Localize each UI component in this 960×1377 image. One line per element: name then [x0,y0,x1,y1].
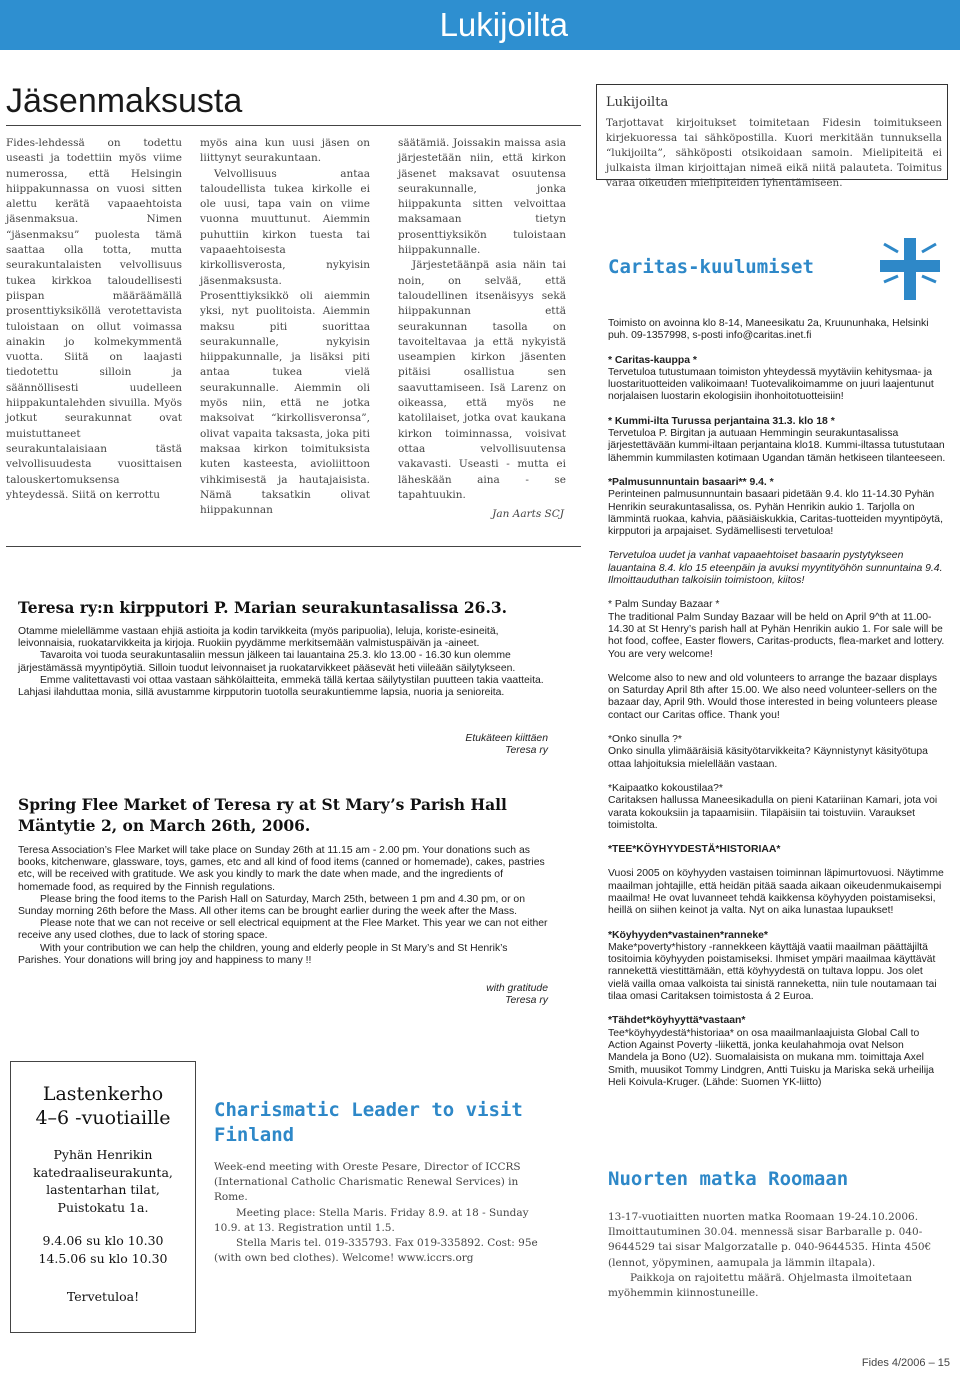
signature-line: Teresa ry [505,745,548,756]
caritas-item [608,477,946,538]
signature-line: with gratitude [486,983,548,994]
caritas-item [608,355,946,404]
caritas-item [608,844,946,856]
charismatic-paragraph: Week-end meeting with Oreste Pesare, Director of ICCRS (International Catholic Charismatic Renewal Services) in Rome. [214,1161,521,1204]
caritas-item [608,1015,946,1089]
caritas-item [608,734,946,771]
flee-fi-paragraph: Otamme mielellämme vastaan ehjiä astioita ja kodin tarvikkeita (myös paripuolia), leluja, koriste-esineitä, leivonnaisia, ruokatarvikkeita ja kirjoja. Ruokiin pyydämme merkitsemään valmistuspäivän ja -aineet. [18,626,499,650]
charismatic-title-line: Charismatic Leader to visit [214,1099,523,1121]
caritas-item [608,783,946,832]
readers-box-title: Lukijoilta [606,95,669,110]
caritas-item-heading: *Köyhyyden*vastainen*ranneke* [608,929,768,941]
kids-club-dates [11,1232,195,1267]
youth-trip-title: Nuorten matka Roomaan [608,1168,849,1190]
youth-trip-paragraph: 13-17-vuotiaitten nuorten matka Roomaan 19-24.10.2006. Ilmoittautuminen 30.04. mennessä sisar Barbaralle p. 040-9644529 tai sisar Malgorzatalle p. 040-9644535. Hinta 450€ (lennot, yöpyminen, aamupala ja lämmin iltapala). [608,1211,932,1269]
caritas-item-text: Onko sinulla ylimääräisiä käsityötarvikkeita? Käynnistynyt käsityötupa ottaa lahjoituksia mielellään vastaan. [608,746,928,770]
section-title: Lukijoilta [439,6,568,43]
caritas-item-text: Make*poverty*history -rannekkeen käyttäjä vaatii maailman päättäjiltä tositoimia köyhyyden poistamiseksi. Ihmiset ympäri maailmaa käyttävät rannekettä viestittämään, että köyhyydestä on tultava loppu. Jos olet vielä vailla omaa valkoista tai sinistä ranneketta, niin tule noutamaan tai tilaa omasi Caritaksen toimistosta á 2 Euroa. [608,941,937,1003]
article-paragraph: säätämiä. Joissakin maissa asia järjestetään niin, että kirkon jäsenet maksavat osuutensa seurakunnalle, jonka hiippakunta sitten velvoittaa maksamaan tietyn prosenttiyksikön tuloistaan hiippakunnalle. [398,137,566,257]
flee-en-title-line: Spring Flee Market of Teresa ry at St Mary’s Parish Hall [18,795,507,814]
article-paragraph: myös aina kun uusi jäsen on liittynyt seurakuntaan. [200,137,370,165]
caritas-item-heading: *Palmusunnuntain basaari** 9.4. * [608,476,774,488]
caritas-news [608,318,946,1101]
kids-date-line: 9.4.06 su klo 10.30 [42,1233,164,1248]
kids-place-line: katedraaliseurakunta, [33,1164,173,1180]
page-footer: Fides 4/2006 – 15 [861,1357,950,1369]
caritas-item-heading: *Kaipaatko kokoustilaa?* [608,782,723,794]
caritas-title: Caritas-kuulumiset [608,256,814,278]
flee-fi-title: Teresa ry:n kirpputori P. Marian seurakuntasalissa 26.3. [18,598,508,617]
article-title: Jäsenmaksusta [6,82,243,120]
caritas-item-heading: *Tähdet*köyhyyttä*vastaan* [608,1015,746,1027]
caritas-item-text: Vuosi 2005 on köyhyyden vastaisen toiminnan läpimurtovuosi. Näytimme maailman johtajille, että heidän pitää saada aikaan oikeudenmukaisempi maailma! He ovat luvanneet tehdä kaikkensa köyhyyden poistamiseksi, heillä on siihen keinot ja valta. Nyt on aika lunastaa lupaukset! [608,868,944,917]
kids-title-line: Lastenkerho [42,1083,164,1105]
kids-club-welcome: Tervetuloa! [66,1289,140,1304]
charismatic-body [214,1160,554,1266]
youth-trip-paragraph: Paikkoja on rajoitettu määrä. Ohjelmasta ilmoitetaan myöhemmin kiinnostuneille. [608,1271,913,1300]
kids-club-place [11,1146,195,1216]
kids-title-line: 4–6 -vuotiaille [35,1107,171,1129]
flee-en-signature [300,983,548,1007]
charismatic-title-line: Finland [214,1124,295,1146]
caritas-item-heading: *TEE*KÖYHYYDESTÄ*HISTORIAA* [608,844,781,856]
caritas-item-heading: * Caritas-kauppa * [608,354,697,366]
caritas-item-text: Perinteinen palmusunnuntain basaari pidetään 9.4. klo 11-14.30 Pyhän Henrikin seurakuntasalissa, os. Pyhän Henrikin aukio 1. Tarjolla on lämmintä ruokaa, kahvia, pääsiäiskukkia, Caritas-tuotteiden myyntipöytä, kirpputori ja arpajaiset. Sydämellisesti tervetuloa! [608,489,943,538]
signature-line: Teresa ry [505,995,548,1006]
article-author: Jan Aarts SCJ [492,508,564,520]
caritas-item-text: Caritaksen hallussa Maneesikadulla on pieni Katariinan Kamari, jota voi varata kokouksiin ja tapaamisiin. Tilapäisiin tai toistuviin. Varaukset toimistolta. [608,795,938,831]
caritas-item-text: Tervetuloa tutustumaan toimiston yhteydessä myytäviin kehitysmaa- ja luostarituotteiden valikoimaan! Tuotevalikoimamme on juuri laajentunut norjalaisen luostarin ekologisiin ihonhoitotuotteisiin! [608,366,934,403]
flee-en-paragraph: With your contribution we can help the children, young and elderly people in St Mary’s and St Henrik’s Parishes. Your donations will bring joy and happiness to many !! [18,942,508,966]
flee-en-title [18,794,507,836]
article-paragraph: Fides-lehdessä on todettu useasti ja todettiin myös viime numerossa, että Helsingin hiippakunnassa on vuosi sitten alettu kerätä vapaaehtoista jäsenmaksua. Nimen “jäsenmaksu” puolesta tämä saattaa olla totta, mutta seurakuntalaisten velvollisuus tukea kirkkoa taloudellisesti piispan määräämällä prosenttiyksiköllä verotettavista tuloistaan on ollut voimassa ainakin jo kolmekymmentä vuotta. Siitä on laajasti tiedotettu silloin ja säännöllisesti uudelleen hiippakuntalehden sivuilla. Myös jotkut seurakunnat ovat muistuttaneet seurakuntalaisiaan tästä velvollisuudesta vuosittaisen talouskertomuksensa yhteydessä. Siitä on kerrottu [6,137,182,501]
caritas-item-heading: * Kummi-ilta Turussa perjantaina 31.3. klo 18 * [608,415,835,427]
caritas-item-text: Tee*köyhyydestä*historiaa* on osa maailmanlaajuista Global Call to Action Against Poverty -liikettä, jonka keulahahmoja ovat Nelson Mandela ja Bono (U2). Suomalaisista on mukana mm. toimittaja Axel Smith, muusikot Tommy Lindgren, Antti Tuisku ja Mariska sekä urheilija Heli Koivula-Kruger. (Lähde: Suomen YK-liitto) [608,1027,935,1088]
charismatic-paragraph: Meeting place: Stella Maris. Friday 8.9. at 18 - Sunday 10.9. at 13. Registration until 1.5. [214,1206,529,1234]
article-paragraph: Järjestetäänpä asia näin tai noin, on selvää, että taloudellinen itsenäisyys sekä hiippakunnan että seurakunnan tasolla on tavoiteltavaa ja että nykyistä useampien kirkon jäsenten pitäisi osallistua sen saavuttamiseen. Isä Larenz on oikeassa, että myös ne katolilaiset, jotka ovat kaukana kirkon toiminnassa, voisivat ottaa velvollisuutensa vakavasti. Useasti - mutta ei läheskään aina - se tapahtuukin. [398,259,566,501]
title-rule [6,125,581,126]
readers-box-text: Tarjottavat kirjoitukset toimitetaan Fidesin toimitukseen kirjekuoressa tai sähköpostilla. Kuori merkitään tunnuksella “lukijoilta”, sähköposti otsikoidaan samoin. Mielipiteitä ei julkaista ilman kirjoittajan nimeä eikä niitä palauteta. Toimitus varaa oikeuden mielipiteiden lyhentämiseen. [606,117,942,189]
caritas-item-text: Welcome also to new and old volunteers to arrange the bazaar displays on Saturday April 8th after 15.00. We also need volunteer-sellers on the bazaar day, April 9th. Would those interested in being volunteers please contact our Caritas office. Thank you! [608,672,938,721]
flee-en-paragraph: Teresa Association’s Flee Market will take place on Sunday 26th at 11.15 am - 2.00 pm. Your donations such as books, kitchenware, glassware, toys, games, etc and all kind of food items (canned or homemade), cakes, pastries etc, will be received with gratitude. We ask you kindly to mark the date when made, and the ingredients of homemade food, as required by the Finnish regulations. [18,845,545,893]
kids-place-line: lastentarhan tilat, [46,1182,160,1197]
caritas-item-text: Tervetuloa P. Birgitan ja autuaan Hemmingin seurakuntasalissa järjestettävään kummi-iltaan perjantaina klo18. Kummi-iltassa tutustutaan lähemmin kummilasten kotimaan Ugandan tämän hetkiseen tilanteeseen. [608,428,946,464]
caritas-item-text: Tervetuloa uudet ja vanhat vapaaehtoiset basaarin pystytykseen lauantaina 8.4. klo 15 eteenpäin ja avuksi myyntityöhön sunnuntaina 9.4. Ilmoittauduthan talkoisiin toimistoon, kiitos! [608,550,943,587]
flee-en-paragraph: Please bring the food items to the Parish Hall on Saturday, March 25th, between 1 pm and 4.30 pm, or on Sunday morning 26th before the Mass. All other items can be brought earlier during the week after the Mass. [18,893,525,918]
article-column-2 [200,136,370,518]
flee-en-body [18,845,550,967]
article-column-3 [398,136,566,503]
caritas-item-heading: * Palm Sunday Bazaar * [608,599,720,611]
divider [6,546,581,547]
caritas-intro: Toimisto on avoinna klo 8-14, Maneesikatu 2a, Kruununhaka, Helsinki puh. 09-1357998, s-posti info@caritas.inet.fi [608,318,929,342]
kids-club-box [10,1061,196,1333]
flee-fi-body [18,626,550,699]
flee-en-title-line: Mäntytie 2, on March 26th, 2006. [18,816,311,835]
flee-fi-paragraph: Emme valitettavasti voi ottaa vastaan sähkölaitteita, emmekä tällä kertaa säilytystilan puutteen takia vaatteita. Lahjasi ilahduttaa monia, sillä avustamme kirpputorin tuotolla seurakuntiemme lapsia, nuoria ja senioreita. [18,674,544,699]
kids-place-line: Puistokatu 1a. [57,1199,149,1215]
caritas-cross-icon [880,238,940,300]
article-column-1 [6,136,182,503]
caritas-item [608,599,946,660]
flee-fi-paragraph: Tavaroita voi tuoda seurakuntasaliin messun jälkeen tai lauantaina 25.3. klo 13.00 - 16.30 kun olemme järjestämässä myyntipöytiä. Silloin tuodut leivonnaiset ja ruokatarvikkeet pääsevät heti viileään säilytykseen. [18,650,516,674]
flee-en-paragraph: Please note that we can not receive or sell electrical equipment at the Flee Market. This year we can not either receive any used clothes, due to lack of storing space. [18,918,548,942]
flee-fi-signature [300,733,548,757]
youth-trip-body [608,1210,948,1301]
article-paragraph: Velvollisuus antaa taloudellista tukea kirkolle ei ole uusi, tapa vain on viime vuonna muuttunut. Aiemmin puhuttiin kirkon tuesta tai vapaaehtoisesta kirkollisverosta, nykyisin jäsenmaksusta. Prosenttiyksikkö oli aiemmin yksi, nyt puolitoista. Aiemmin maksu piti suorittaa seurakunnalle, nykyisin hiippakunnalle, ja lisäksi piti antaa tukea vielä seurakunnalle. Aiemmin oli myös niin, että ne jotka maksoivat “kirkollisveronsa”, olivat vapaita taksasta, joka piti maksaa kirkon toimituksista kuten kasteesta, avioliittoon vihkimisestä ja hautajaisista. Nämä taksatkin olivat hiippakunnan [200,167,370,517]
kids-place-line: Pyhän Henrikin [53,1147,153,1162]
kids-club-title [11,1082,195,1130]
charismatic-title [214,1098,523,1148]
caritas-item [608,416,946,465]
caritas-item-heading: *Onko sinulla ?* [608,734,682,746]
charismatic-paragraph: Stella Maris tel. 019-335793. Fax 019-335892. Cost: 95e (with own bed clothes). Welcome! www.iccrs.org [214,1237,538,1265]
caritas-item-text: The traditional Palm Sunday Bazaar will be held on April 9^th at 11.00- 14.30 at St Henry’s parish hall at Pyhän Henrikin aukio 1. For sale will be hot food, coffee, Easter flowers, Caritas-products, flea-market and lottery. You are very welcome! [608,611,945,660]
signature-line: Etukäteen kiittäen [465,733,548,744]
kids-date-line: 14.5.06 su klo 10.30 [38,1250,168,1266]
caritas-item [608,930,946,1004]
